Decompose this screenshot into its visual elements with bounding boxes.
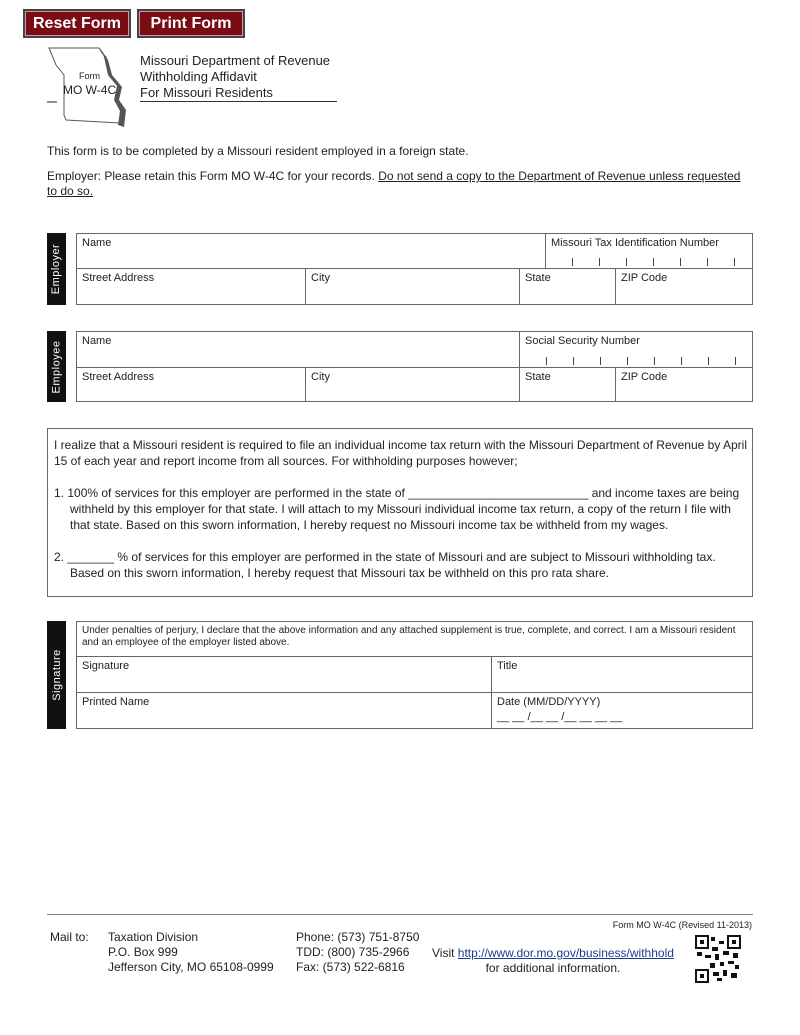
- statement-item-1[interactable]: 1. 100% of services for this employer are performed in the state of ___________________________ and income taxes are being withheld by this employer for that state. I will attach to my Missouri individual income tax return, a copy of the return I file with that state. Based on this sworn information, I hereby request no Missouri income tax be withheld from my wages.: [54, 486, 740, 532]
- employee-ssn-field[interactable]: Social Security Number: [519, 331, 753, 368]
- instr-text: Employer: Please retain this Form MO W-4C for your records.: [47, 169, 379, 183]
- employee-city-field[interactable]: City: [305, 367, 520, 402]
- employee-zip-field[interactable]: ZIP Code: [615, 367, 753, 402]
- employer-street-field[interactable]: Street Address: [76, 268, 306, 305]
- mailing-address: Taxation Division P.O. Box 999 Jefferson City, MO 65108-0999: [108, 930, 274, 974]
- signature-tab: Signature: [47, 621, 66, 729]
- employer-zip-field[interactable]: ZIP Code: [615, 268, 753, 305]
- print-form-button[interactable]: Print Form: [137, 9, 245, 38]
- date-blank: __ __ /__ __ /__ __ __ __: [497, 711, 623, 723]
- statement-intro: I realize that a Missouri resident is required to file an individual income tax return with the Missouri Department of Revenue by April 15 of each year and report income from all sources. For withholding purposes however;: [54, 438, 747, 468]
- employee-name-field[interactable]: Name: [76, 331, 520, 368]
- revision-text: Form MO W-4C (Revised 11-2013): [612, 920, 752, 930]
- intro-text: This form is to be completed by a Missouri resident employed in a foreign state.: [47, 144, 469, 158]
- employee-state-field[interactable]: State: [519, 367, 616, 402]
- form-label: Form: [79, 71, 100, 81]
- signature-field[interactable]: Signature: [76, 656, 492, 693]
- employer-tab: Employer: [47, 233, 66, 305]
- statement-item-2[interactable]: 2. _______ % of services for this employer are performed in the state of Missouri and are subject to Missouri withholding tax. Based on this sworn information, I hereby request that Missouri tax be withheld on this pro rata share.: [54, 550, 716, 580]
- title-line-2: Withholding Affidavit: [140, 69, 257, 84]
- employee-tab: Employee: [47, 331, 66, 402]
- statement-box: [47, 428, 753, 597]
- employer-city-field[interactable]: City: [305, 268, 520, 305]
- employer-tax-id-field[interactable]: Missouri Tax Identification Number: [545, 233, 753, 269]
- form-id: MO W-4C: [63, 83, 117, 97]
- title-field[interactable]: Title: [491, 656, 753, 693]
- instr-underlined: Do not send a copy to the Department of Revenue unless requested to do so.: [47, 169, 741, 198]
- title-line-3: For Missouri Residents: [140, 85, 273, 100]
- form-title: [140, 53, 337, 102]
- employer-instructions: [47, 169, 752, 199]
- withhold-link[interactable]: http://www.dor.mo.gov/business/withhold: [457, 946, 674, 960]
- qr-code-icon[interactable]: [695, 935, 741, 983]
- employee-street-field[interactable]: Street Address: [76, 367, 306, 402]
- employer-state-field[interactable]: State: [519, 268, 616, 305]
- visit-info: Visit http://www.dor.mo.gov/business/withhold for additional information.: [432, 946, 674, 975]
- contact-info: Phone: (573) 751-8750 TDD: (800) 735-2966 Fax: (573) 522-6816: [296, 930, 420, 974]
- mail-to-label: Mail to:: [50, 930, 89, 944]
- date-field[interactable]: Date (MM/DD/YYYY) __ __ /__ __ /__ __ __ __: [491, 692, 753, 729]
- employer-name-field[interactable]: Name: [76, 233, 546, 269]
- reset-form-button[interactable]: Reset Form: [23, 9, 131, 38]
- footer-divider: [47, 914, 753, 915]
- printed-name-field[interactable]: Printed Name: [76, 692, 492, 729]
- title-line-1: Missouri Department of Revenue: [140, 53, 331, 68]
- perjury-declaration: Under penalties of perjury, I declare that the above information and any attached supplement is true, complete, and correct. I am a Missouri resident and an employee of the employer listed above.: [76, 621, 753, 657]
